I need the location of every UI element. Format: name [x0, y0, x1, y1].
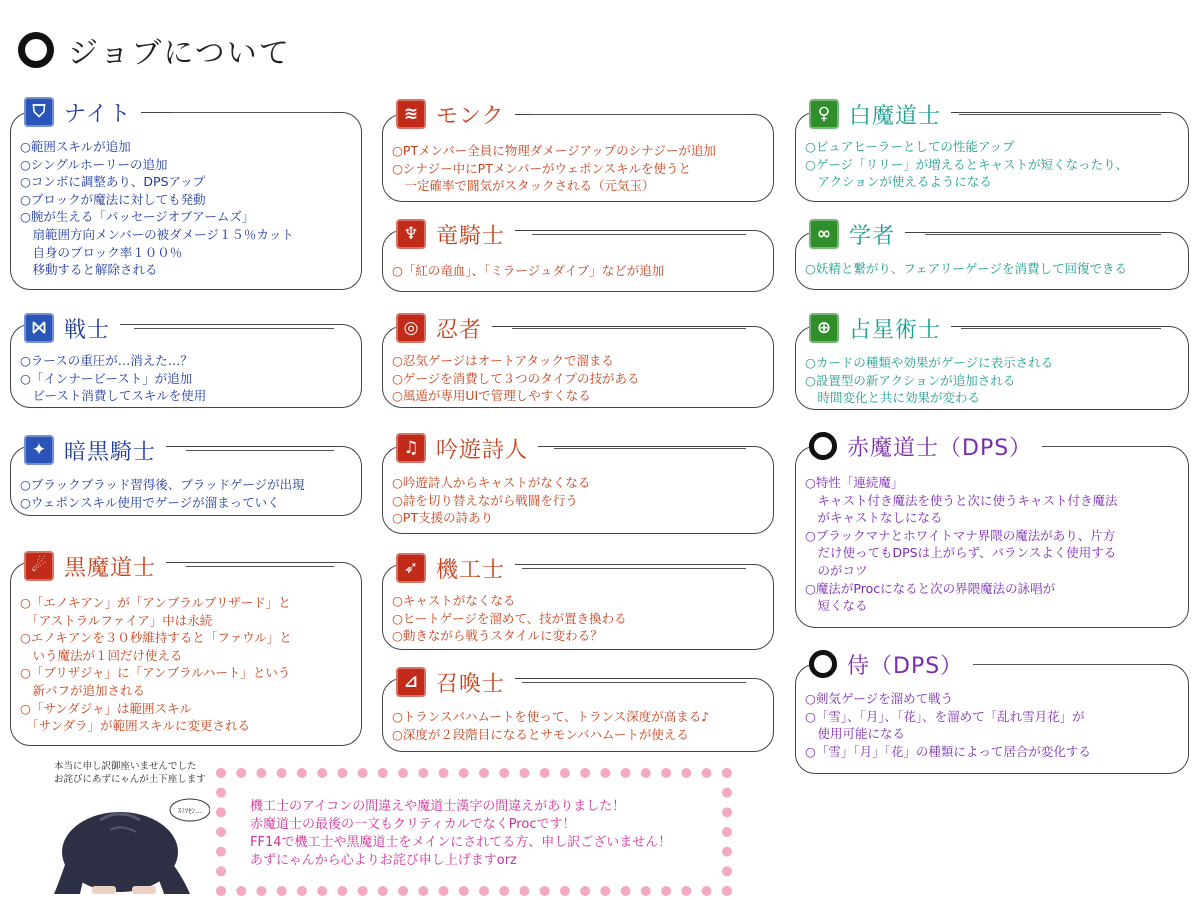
job-line: いう魔法が１回だけ使える — [20, 647, 183, 663]
note-line: FF14で機工士や黒魔道士をメインにされてる方、申し訳ございません！ — [250, 835, 672, 850]
job-line: ○吟遊詩人からキャストがなくなる — [392, 475, 591, 490]
job-card-knight — [10, 94, 362, 290]
job-line: だけ使ってもDPSは上がらず、バランスよく使用する — [805, 545, 1117, 561]
job-line: ○「紅の竜血」、「ミラージュダイブ」などが追加 — [392, 263, 665, 278]
job-line: ○ブロックが魔法に対しても発動 — [20, 191, 206, 207]
job-line: 短くなる — [805, 598, 868, 614]
apology-caption: 本当に申し訳御座いませんでした お詫びにあずにゃんが土下座します — [54, 761, 206, 785]
black-mage-icon: ☄ — [24, 551, 54, 581]
job-name: 占星術士 — [849, 317, 942, 343]
dark-sword-icon: ✦ — [24, 435, 54, 465]
job-card-machinist — [382, 550, 774, 650]
axe-icon: ⨝ — [24, 313, 54, 343]
summon-icon: ⊿ — [396, 667, 426, 697]
job-line: ビースト消費してスキルを使用 — [20, 388, 207, 404]
job-line: ○ピュアヒーラーとしての性能アップ — [805, 139, 1015, 154]
job-line: ○ブラックマナとホワイトマナ界隈の魔法があり、片方 — [805, 527, 1116, 543]
job-name: 戦士 — [64, 317, 111, 343]
job-line: 新バフが追加される — [20, 682, 146, 698]
job-card-ninja — [382, 310, 774, 408]
job-name: 赤魔道士（DPS） — [847, 435, 1033, 461]
speech-bubble-text: ｽﾐﾏｾﾝ… — [177, 807, 203, 815]
job-card-scholar — [795, 216, 1189, 290]
job-line: ○設置型の新アクションが追加される — [805, 372, 1016, 388]
job-name: 吟遊詩人 — [436, 437, 529, 463]
job-line: 時間変化と共に効果が変わる — [805, 390, 981, 406]
job-line: ○カードの種類や効果がゲージに表示される — [805, 355, 1054, 370]
job-line: ○「ブリザジャ」に「アンブラルハート」という — [20, 665, 291, 681]
job-line: 使用可能になる — [805, 726, 906, 742]
job-line: ○魔法がProcになると次の界隈魔法の詠唱が — [805, 580, 1056, 596]
job-line: ○ラースの重圧が…消えた…？ — [20, 353, 193, 368]
job-line: ○腕が生える「パッセージオブアームズ」 — [20, 209, 255, 225]
job-card-summoner — [382, 664, 774, 752]
job-line: ○ゲージを消費して３つのタイプの技がある — [392, 370, 640, 386]
job-card-whitemage — [795, 96, 1189, 202]
job-name: 機工士 — [436, 557, 506, 583]
job-card-bard — [382, 430, 774, 534]
job-line: ○「エノキアン」が「アンブラルブリザード」と — [20, 595, 291, 610]
job-line: ○詩を切り替えながら戦闘を行う — [392, 492, 578, 508]
job-name: 暗黒騎士 — [64, 439, 157, 465]
ninja-swirl-icon: ◎ — [396, 313, 426, 343]
job-line: ○「雪」「月」「花」の種類によって居合が変化する — [805, 743, 1091, 759]
job-line: ○トランスバハムートを使って、トランス深度が高まる♪ — [392, 709, 710, 724]
correction-note — [216, 768, 732, 896]
job-line: キャスト付き魔法を使うと次に使うキャスト付き魔法 — [805, 492, 1118, 508]
job-card-warrior — [10, 310, 362, 408]
job-card-darkknight — [10, 432, 362, 516]
job-line: ○ブラックブラッド習得後、ブラッドゲージが出現 — [20, 477, 305, 492]
job-card-dragoon — [382, 216, 774, 292]
job-line: ○妖精と繋がり、フェアリーゲージを消費して回復できる — [805, 261, 1128, 276]
job-card-astrologian — [795, 310, 1189, 410]
soul-crystal-logo-icon — [18, 32, 54, 68]
note-line: あずにゃんから心よりお詫び申し上げますorz — [250, 853, 517, 868]
white-staff-icon: ♀ — [809, 99, 839, 129]
job-line: 一定確率で闘気がスタックされる（元気玉） — [392, 178, 655, 194]
job-line: ○ウェポンスキル使用でゲージが溜まっていく — [20, 494, 280, 510]
bowing-character-illustration — [40, 790, 210, 895]
job-line: ○「サンダジャ」は範囲スキル — [20, 700, 192, 716]
job-name: 召喚士 — [436, 671, 506, 697]
fist-icon: ≋ — [396, 99, 426, 129]
job-line: ○風遁が専用UIで管理しやすくなる — [392, 388, 591, 404]
job-line: ○特性「連続魔」 — [805, 475, 904, 490]
soul-crystal-icon — [809, 432, 837, 460]
lance-icon: ♆ — [396, 219, 426, 249]
job-name: 黒魔道士 — [64, 555, 157, 581]
job-line: ○剣気ゲージを溜めて戦う — [805, 691, 954, 706]
soul-crystal-icon — [809, 650, 837, 678]
page-header — [18, 26, 291, 74]
job-line: アクションが使えるようになる — [805, 174, 992, 190]
job-name: 学者 — [849, 223, 896, 249]
job-line: 自身のブロック率１００％ — [20, 244, 183, 260]
shield-icon: ⛉ — [24, 97, 54, 127]
job-line: ○ヒートゲージを溜めて、技が置き換わる — [392, 610, 627, 626]
job-line: ○深度が２段階目になるとサモンバハムートが使える — [392, 726, 689, 742]
job-card-redmage — [795, 428, 1189, 628]
note-line: 赤魔道士の最後の一文もクリティカルでなくProcです！ — [250, 817, 576, 832]
job-line: ○PTメンバー全員に物理ダメージアップのシナジーが追加 — [392, 143, 716, 158]
job-line: ○キャストがなくなる — [392, 593, 516, 608]
gun-icon: ➶ — [396, 553, 426, 583]
job-line: ○「インナービースト」が追加 — [20, 370, 193, 386]
job-line: 「サンダラ」が範囲スキルに変更される — [20, 718, 251, 734]
job-line: 移動すると解除される — [20, 262, 158, 278]
job-name: 侍（DPS） — [847, 653, 964, 679]
job-card-monk — [382, 96, 774, 202]
job-name: ナイト — [64, 101, 132, 127]
job-name: 竜騎士 — [436, 223, 506, 249]
job-line: ○範囲スキルが追加 — [20, 139, 131, 154]
job-line: ○コンボに調整あり、DPSアップ — [20, 174, 206, 190]
job-card-blackmage — [10, 548, 362, 746]
harp-icon: ♫ — [396, 433, 426, 463]
job-line: ○エノキアンを３０秒維持すると「ファウル」と — [20, 630, 292, 646]
scholar-book-icon: ∞ — [809, 219, 839, 249]
job-line: ○「雪」、「月」、「花」、を溜めて「乱れ雪月花」が — [805, 708, 1085, 724]
job-line: ○シングルホーリーの追加 — [20, 156, 168, 172]
job-card-samurai — [795, 646, 1189, 774]
job-line: ○ゲージ「リリー」が増えるとキャストが短くなったり、 — [805, 156, 1129, 172]
job-line: 「アストラルファイア」中は永続 — [20, 612, 213, 628]
page-title: ジョブについて — [68, 36, 291, 71]
job-line: ○動きながら戦うスタイルに変わる？ — [392, 628, 603, 644]
job-line: ○忍気ゲージはオートアタックで溜まる — [392, 353, 614, 368]
job-line: ○シナジー中にPTメンバーがウェポンスキルを使うと — [392, 160, 691, 176]
note-line: 機工士のアイコンの間違えや魔道士漢字の間違えがありました！ — [250, 799, 626, 814]
job-line: 扇範囲方向メンバーの被ダメージ１５％カット — [20, 226, 294, 242]
job-line: がキャストなしになる — [805, 510, 943, 526]
job-name: 白魔道士 — [849, 103, 942, 129]
job-name: モンク — [436, 103, 505, 129]
job-line: ○PT支援の詩あり — [392, 510, 494, 526]
job-name: 忍者 — [436, 317, 483, 343]
astro-globe-icon: ⊕ — [809, 313, 839, 343]
job-line: のがコツ — [805, 562, 868, 578]
